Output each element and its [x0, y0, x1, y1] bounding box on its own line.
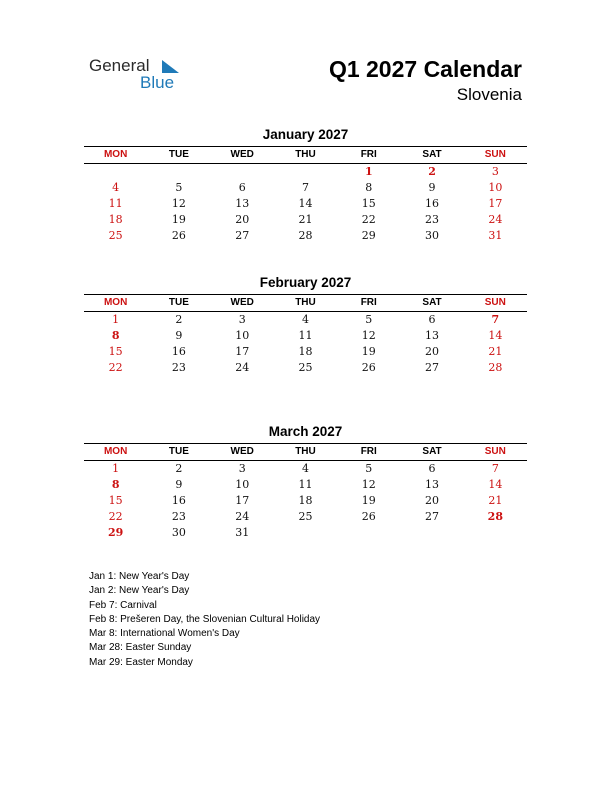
day-cell: 24	[235, 510, 250, 523]
day-cell: 28	[298, 229, 313, 242]
empty-day-cell	[400, 525, 463, 541]
month-january	[84, 126, 527, 244]
day-cell: 13	[235, 197, 250, 210]
day-cell: 17	[488, 197, 503, 210]
day-cell: 19	[361, 494, 376, 507]
month-grid	[84, 312, 527, 376]
weekday-header-mon: MON	[103, 446, 128, 457]
day-cell: 7	[301, 181, 309, 194]
holiday-day-cell: 1	[364, 165, 373, 178]
day-cell: 10	[235, 329, 250, 342]
day-cell: 8	[365, 181, 373, 194]
day-cell: 3	[238, 313, 246, 326]
day-cell: 30	[171, 526, 186, 539]
day-cell: 27	[235, 229, 250, 242]
weekday-header-row	[84, 443, 527, 461]
weekday-header-sat: SAT	[422, 446, 442, 457]
week-row	[84, 509, 527, 525]
day-cell: 12	[361, 478, 376, 491]
day-cell: 10	[488, 181, 503, 194]
holiday-day-cell: 7	[491, 313, 500, 326]
day-cell: 11	[298, 329, 313, 342]
week-row	[84, 493, 527, 509]
empty-day-cell	[337, 525, 400, 541]
weekday-header-fri: FRI	[360, 446, 377, 457]
weekday-header-mon: MON	[103, 297, 128, 308]
weekday-header-row	[84, 146, 527, 164]
empty-day-cell	[211, 164, 274, 180]
weekday-header-sun: SUN	[484, 149, 506, 160]
logo-word-general: General	[89, 56, 150, 75]
day-cell: 4	[112, 181, 120, 194]
day-cell: 24	[488, 213, 503, 226]
day-cell: 15	[108, 345, 123, 358]
weekday-header-thu: THU	[295, 297, 316, 308]
generalblue-logo	[89, 56, 189, 92]
day-cell: 16	[171, 345, 186, 358]
month-title: March 2027	[268, 424, 343, 439]
day-cell: 21	[488, 494, 503, 507]
day-cell: 27	[425, 361, 440, 374]
day-cell: 18	[298, 494, 313, 507]
weekday-header-fri: FRI	[360, 297, 377, 308]
holiday-item: Mar 28: Easter Sunday	[89, 642, 192, 654]
day-cell: 6	[238, 181, 246, 194]
week-row	[84, 312, 527, 328]
week-row	[84, 344, 527, 360]
day-cell: 25	[298, 510, 313, 523]
day-cell: 12	[171, 197, 186, 210]
day-cell: 22	[108, 361, 123, 374]
day-cell: 29	[361, 229, 376, 242]
day-cell: 4	[301, 462, 309, 475]
weekday-header-thu: THU	[295, 446, 316, 457]
weekday-header-sat: SAT	[422, 149, 442, 160]
day-cell: 24	[235, 361, 250, 374]
day-cell: 7	[491, 462, 499, 475]
day-cell: 21	[298, 213, 313, 226]
day-cell: 31	[488, 229, 503, 242]
day-cell: 9	[428, 181, 436, 194]
day-cell: 16	[425, 197, 440, 210]
day-cell: 12	[361, 329, 376, 342]
day-cell: 5	[365, 313, 373, 326]
week-row	[84, 525, 527, 541]
month-march	[84, 423, 527, 541]
weekday-header-thu: THU	[295, 149, 316, 160]
day-cell: 23	[425, 213, 440, 226]
day-cell: 14	[488, 329, 503, 342]
empty-day-cell	[274, 164, 337, 180]
day-cell: 23	[171, 361, 186, 374]
holiday-list	[89, 570, 320, 670]
holiday-day-cell: 2	[428, 165, 436, 178]
day-cell: 1	[112, 462, 120, 475]
week-row	[84, 164, 527, 180]
weekday-header-tue: TUE	[168, 446, 189, 457]
holiday-item: Jan 2: New Year's Day	[89, 585, 190, 597]
day-cell: 25	[298, 361, 313, 374]
weekday-header-tue: TUE	[168, 297, 189, 308]
day-cell: 20	[235, 213, 250, 226]
month-february	[84, 274, 527, 376]
holiday-day-cell: 8	[111, 329, 120, 342]
week-row	[84, 212, 527, 228]
day-cell: 9	[175, 329, 183, 342]
day-cell: 16	[171, 494, 186, 507]
day-cell: 1	[112, 313, 120, 326]
day-cell: 3	[238, 462, 246, 475]
weekday-header-tue: TUE	[168, 149, 189, 160]
day-cell: 4	[301, 313, 309, 326]
day-cell: 14	[298, 197, 313, 210]
country-subtitle: Slovenia	[456, 85, 522, 104]
week-row	[84, 461, 527, 477]
holiday-item: Mar 8: International Women's Day	[89, 628, 240, 640]
week-row	[84, 477, 527, 493]
day-cell: 17	[235, 494, 250, 507]
day-cell: 15	[361, 197, 376, 210]
week-row	[84, 228, 527, 244]
empty-day-cell	[274, 525, 337, 541]
day-cell: 11	[298, 478, 313, 491]
day-cell: 6	[428, 462, 436, 475]
holiday-day-cell: 28	[487, 510, 503, 523]
day-cell: 14	[488, 478, 503, 491]
day-cell: 20	[425, 345, 440, 358]
day-cell: 26	[361, 510, 376, 523]
weekday-header-wed: WED	[230, 149, 254, 160]
day-cell: 11	[108, 197, 123, 210]
holiday-item: Jan 1: New Year's Day	[89, 571, 190, 582]
holiday-item: Mar 29: Easter Monday	[89, 656, 193, 668]
day-cell: 31	[235, 526, 250, 539]
day-cell: 18	[298, 345, 313, 358]
weekday-header-fri: FRI	[360, 149, 377, 160]
day-cell: 28	[488, 361, 503, 374]
day-cell: 6	[428, 313, 436, 326]
empty-day-cell	[84, 164, 147, 180]
day-cell: 30	[425, 229, 440, 242]
day-cell: 23	[171, 510, 186, 523]
day-cell: 5	[175, 181, 183, 194]
day-cell: 9	[175, 478, 183, 491]
month-title: February 2027	[259, 275, 352, 290]
logo-word-blue: Blue	[140, 73, 175, 92]
day-cell: 22	[108, 510, 123, 523]
day-cell: 10	[235, 478, 250, 491]
weekday-header-sun: SUN	[484, 297, 506, 308]
holiday-item: Feb 8: Prešeren Day, the Slovenian Cultural Holiday	[89, 613, 321, 625]
week-row	[84, 328, 527, 344]
day-cell: 26	[171, 229, 186, 242]
day-cell: 19	[171, 213, 186, 226]
day-cell: 15	[108, 494, 123, 507]
day-cell: 20	[425, 494, 440, 507]
empty-day-cell	[147, 164, 210, 180]
weekday-header-sat: SAT	[422, 297, 442, 308]
day-cell: 21	[488, 345, 503, 358]
holiday-day-cell: 8	[111, 478, 120, 491]
month-title: January 2027	[262, 127, 349, 142]
day-cell: 22	[361, 213, 376, 226]
day-cell: 2	[175, 313, 183, 326]
week-row	[84, 180, 527, 196]
day-cell: 13	[425, 478, 440, 491]
month-grid	[84, 164, 527, 244]
day-cell: 26	[361, 361, 376, 374]
holiday-item: Feb 7: Carnival	[89, 599, 157, 611]
day-cell: 27	[425, 510, 440, 523]
weekday-header-row	[84, 294, 527, 312]
page-title: Q1 2027 Calendar	[328, 56, 522, 82]
day-cell: 17	[235, 345, 250, 358]
week-row	[84, 360, 527, 376]
day-cell: 25	[108, 229, 123, 242]
day-cell: 2	[175, 462, 183, 475]
day-cell: 19	[361, 345, 376, 358]
weekday-header-mon: MON	[103, 149, 128, 160]
empty-day-cell	[464, 525, 527, 541]
day-cell: 5	[365, 462, 373, 475]
week-row	[84, 196, 527, 212]
weekday-header-wed: WED	[230, 446, 254, 457]
day-cell: 3	[491, 165, 499, 178]
day-cell: 13	[425, 329, 440, 342]
day-cell: 18	[108, 213, 123, 226]
weekday-header-wed: WED	[230, 297, 254, 308]
month-grid	[84, 461, 527, 541]
holiday-day-cell: 29	[107, 526, 124, 539]
weekday-header-sun: SUN	[484, 446, 506, 457]
